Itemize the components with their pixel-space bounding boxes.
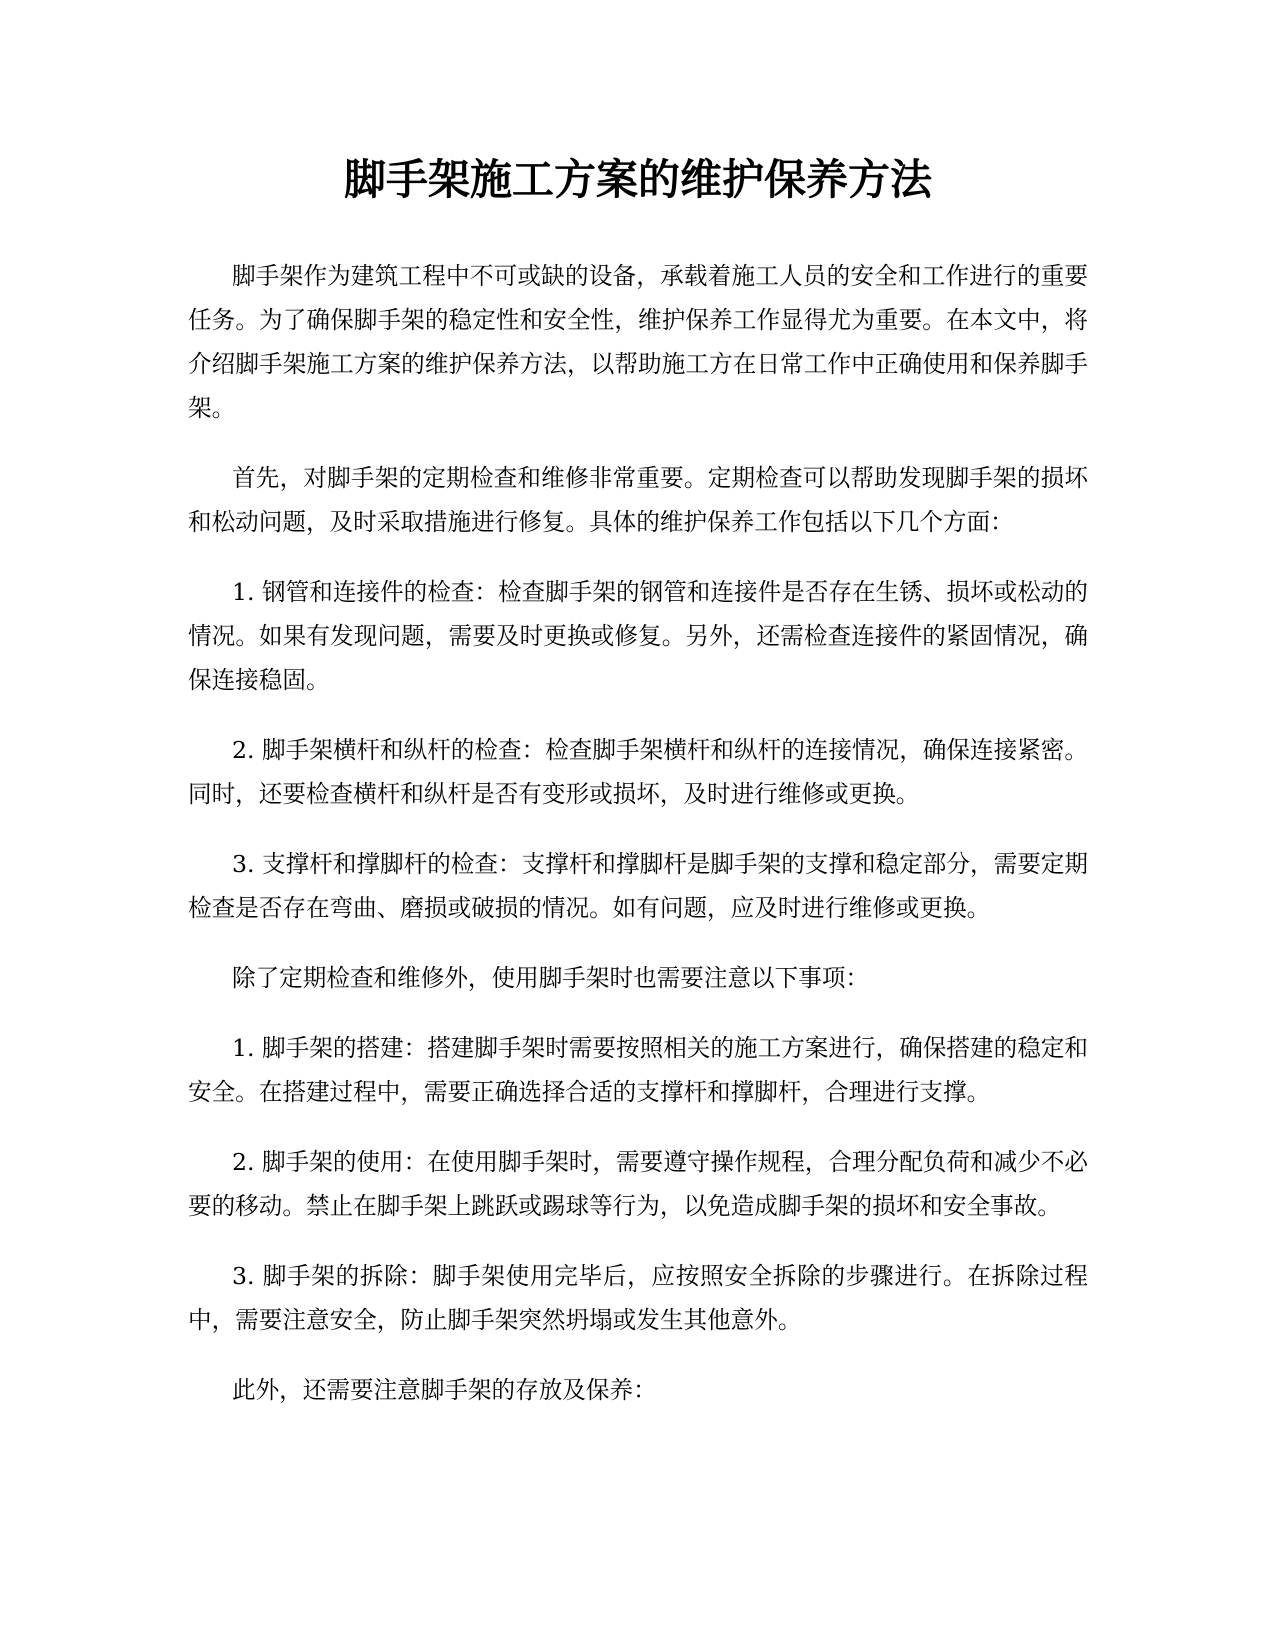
paragraph-item-supports: 3. 支撑杆和撑脚杆的检查：支撑杆和撑脚杆是脚手架的支撑和稳定部分，需要定期检查是否存在弯曲、磨损或破损的情况。如有问题，应及时进行维修或更换。: [188, 850, 1088, 922]
paragraph-item-dismantling: 3. 脚手架的拆除：脚手架使用完毕后，应按照安全拆除的步骤进行。在拆除过程中，需要注意安全，防止脚手架突然坍塌或发生其他意外。: [188, 1262, 1088, 1334]
paragraph-usage-notes: 除了定期检查和维修外，使用脚手架时也需要注意以下事项：: [232, 964, 870, 992]
paragraph-intro: 脚手架作为建筑工程中不可或缺的设备，承载着施工人员的安全和工作进行的重要任务。为了确保脚手架的稳定性和安全性，维护保养工作显得尤为重要。在本文中，将介绍脚手架施工方案的维护保养方法，以帮助施工方在日常工作中正确使用和保养脚手架。: [188, 262, 1088, 422]
paragraph-item-steel-pipe: 1. 钢管和连接件的检查：检查脚手架的钢管和连接件是否存在生锈、损坏或松动的情况。如果有发现问题，需要及时更换或修复。另外，还需检查连接件的紧固情况，确保连接稳固。: [188, 578, 1088, 694]
paragraph-item-erection: 1. 脚手架的搭建：搭建脚手架时需要按照相关的施工方案进行，确保搭建的稳定和安全。在搭建过程中，需要正确选择合适的支撑杆和撑脚杆，合理进行支撑。: [188, 1034, 1088, 1106]
paragraph-storage: 此外，还需要注意脚手架的存放及保养：: [232, 1376, 657, 1404]
paragraph-item-bars: 2. 脚手架横杆和纵杆的检查：检查脚手架横杆和纵杆的连接情况，确保连接紧密。同时，还要检查横杆和纵杆是否有变形或损坏，及时进行维修或更换。: [188, 736, 1088, 808]
paragraph-inspection: 首先，对脚手架的定期检查和维修非常重要。定期检查可以帮助发现脚手架的损坏和松动问题，及时采取措施进行修复。具体的维护保养工作包括以下几个方面：: [188, 464, 1088, 536]
paragraph-item-use: 2. 脚手架的使用：在使用脚手架时，需要遵守操作规程，合理分配负荷和减少不必要的移动。禁止在脚手架上跳跃或踢球等行为，以免造成脚手架的损坏和安全事故。: [188, 1148, 1088, 1220]
document-title: 脚手架施工方案的维护保养方法: [343, 155, 932, 204]
document-page: [188, 150, 1088, 1438]
